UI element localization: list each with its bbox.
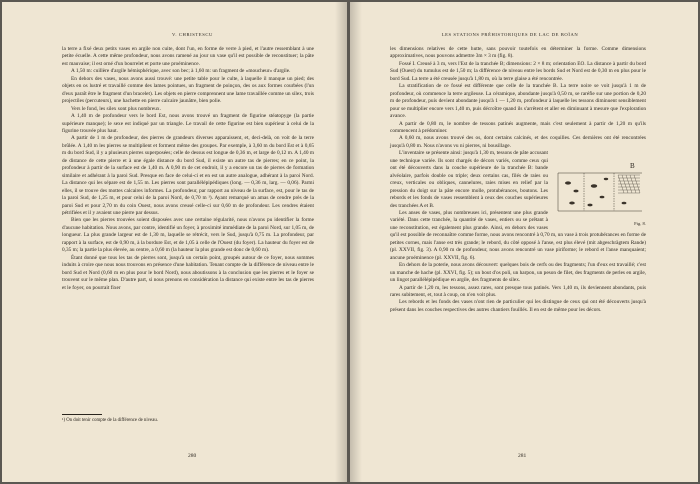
right-paragraph: A partir de 1,20 m, les tessons, assez rares, sont presque tous patinés. Vers 1,40 m, ils deviennent abondants, puis rares subitement, et, tout à coup, on n'en voit plus. [390,284,646,298]
right-page-number: 281 [518,453,527,459]
right-paragraph: A partir de 0,80 m, le nombre de tessons patinés augmente, mais c'est seulement à partir de 1,20 m qu'ils commencent à prédominer. [390,120,646,134]
left-body-text [62,46,314,292]
left-paragraph: A 1,40 m de profondeur vers le bord Est, nous avons trouvé un fragment de figurine stéatopyge (la partie supérieure manque); le sexe est indiqué par un triangle. Le travail de cette figurine est bien supérieur à celui de la figurine trouvée plus haut. [62,113,314,134]
figure-label-letter: B [630,162,635,171]
right-paragraph: En dehors de la poterie, nous avons découvert: quelques bois de cerfs ou des fragments; l'un d'eux est travaillé; c'est un manche de hache (pl. XXVI, fig. 5); un bout d'os poli, un harpon, un peson de filet, des fragments de perles en argile, un lingot parallélépipédique en argile, des fragments de silex. [390,262,646,284]
left-paragraph: En dehors des vases, nous avons aussi trouvé: une petite table pour le culte, à laquelle il manque un pied; des objets en os lustré et travaillé comme des lames pointues, un fragment de poinçon, des os aux formes courbées (l'un d'eux paraît être le fragment d'un bracelet). Les objets en pierre comprennent une lame travaillée comme un silex, trois projectiles (percuteurs), une hachette en pierre calcaire jaunâtre, bien polie. [62,75,314,105]
left-running-head: V. CHRISTESCU [172,32,213,37]
left-paragraph: A partir de 1 m de profondeur, des pierres de grandeurs diverses apparaissent, et, deci-delà, on voit de la terre brûlée. A 1,40 m les pierres se multiplient et forment même des groupes. Par exemple, à 3,60 m du bord Est et à 0,65 m du bord Sud, il y a plusieurs pierres superposées; celle de dessus est longue de 0,36 m, et large de 0,12 m. A 1,40 m de distance de cette pierre et à une égale distance du bord Sud, il existe un autre tas de pierres; en ce point, la profondeur à partir de la surface est de 1,40 m. A 0,90 m de cet endroit, il y a encore un tas de pierres de formation similaire et adhérant à la paroi Sud. Presque en face de celui-ci et en est un autre analogue, adhérant à la paroi Nord. La distance qui les sépare est de 1,55 m. Les pierres sont parallélépipédiques (long. — 0,36 m, larg. — 0,06). Parmi elles, il se trouve des mottes calcaires informes. La profondeur, par rapport au niveau de la surface, est, pour le tas de la paroi Sud, de 1,25 m, et pour celui de la paroi Nord, de 0,70 m ¹). Ayant remarqué un amas de cendre près de la paroi Sud et pour 2,70 m du coin Ouest, nous avons creusé celle-ci sur 0,60 m de profondeur. Les cendres étaient pétrifiées et il y avaient une pierre par dessus. [62,135,314,216]
right-paragraph: L'inventaire se présente ainsi: jusqu'à 1,30 m, tessons de pâte accusant une technique variée. Ils sont chargés de décors variés, comme ceux qui ont été découverts dans la couche supérieure de la tranchée B: bande alvéolaire, parfois double ou triple; deux certains cas, filés de raies ou creux, verticales ou obliques, cannelures, raies mises en relief par la pression du doigt sur la pâte encore molle, protubérances, boutons. Les rebords et les fonds de vases ressemblent à ceux des couches supérieures des tranchées A et B. [390,150,549,209]
right-body-text [390,46,646,314]
right-paragraph: Les anses de vases, plus nombreuses ici, présentent une plus grande variété. Dans cette tranchée, la quantité de vases, entiers ou se prêtant à une reconstitution, est également plus grande. Ainsi, en dehors des vases qu'il est possible de reconnaître comme forme, nous avons rencontré à 0,70 m, un vase à trois protubérances en forme de petites cornes, mais l'anse est très grande; le rebord, du côté opposé à l'anse, est plus élevé (mit abgeschrägtem Rande) (pl. XXVII, fig. 3). A 0,90 m de profondeur, nous avons rencontré un vase piriforme; le rebord et l'anse manquaient; ancune proéminence (pl. XXVII, fig. 6). [390,209,646,261]
left-page-gutter-shadow [335,2,347,482]
left-paragraph: Vers le fond, les silex sont plus nombreux. [71,105,161,112]
right-paragraph: La stratification de ce fossé est différente que celle de la tranchée B. La terre noire se voit jusqu'à 1 m de profondeur, où commence la terre argileuse. La céramique, abondante jusqu'à 0,50 m, se raréfie sur une portion de 0,20 m de profondeur, puis devient abondante jusqu'à 1 — 1,20 m, profondeur à laquelle les tessons diminuent sensiblement pour se multiplier encore vers 1,40 m, puis décroître quand ils s'arrêtent et aller en diminuant à mesure que l'exploration avance. [390,83,646,120]
right-paragraph: A 0,60 m, nous avons trouvé des os, dont certains calcinés, et des coquilles. Ces dernières ont été rencontrées jusqu'à 0,80 m. Nous n'avons vu ni pierres, ni bousillage. [390,135,646,149]
figure-8 [554,153,646,227]
left-paragraph: Étant donné que tous les tas de pierres sont, jusqu'à un certain point, groupés autour de ce foyer, nous sommes induits à croire que nous nous trouvons en présence d'une habitation. Tenant compte de la différence de niveau entre le bord Sud et Nord (0,60 m en plus pour le bord Nord), nous aboutissons à la conclusion que les pierres et le foyer se trouvent sur le même plan. D'autre part, si nous prenons en considération la distance qui existe entre les tas de pierres et le foyer, on pourrait fixer [62,254,314,291]
figure-caption: Fig. 8. [634,221,646,227]
left-page [2,2,347,482]
right-running-head: LES STATIONS PRÉHISTORIQUES DE LAC DE BOÏAN [441,32,579,37]
right-paragraph: Fossé I. Creusé à 3 m, vers l'Est de la tranchée B; dimensions: 2 × 8 m; orientation EO. La distance à partir du bord Sud (Ouest) du tumulus est de 1,50 m; la différence de niveau entre les bords Sud et Nord est de 0,30 m en plus pour le bord Sud. La terre a été creusée jusqu'à 1,80 m, où la terre glaise a été rencontrée. [390,60,646,82]
footnote-rule [62,414,102,415]
left-page-number: 280 [188,453,197,459]
left-paragraph: Bien que les pierres trouvées soient disposées avec une certaine régularité, nous n'avons pu identifier la forme d'aucune habitation. Nous avons, par contre, identifié un foyer, à proximité immédiate de la paroi Nord, sur 1,05 m, de longueur. La plus grande largeur est de 1,30 m, laquelle se rétrécit, vers le Sud, jusqu'à 0,75 m. La profondeur, par rapport à la surface, est de 0,90 m, à la bordure Est, et de 1,05 à celle de l'Ouest (du foyer). La hauteur du foyer est de 0,35 m; la partie la plus élevée, au centre, a 0,60 m (la hauteur la plus grande est donc de 0,60 m). [62,217,314,254]
left-paragraph: la terre a fixé deux petits vases en argile non cuite, dont l'un, en forme de verre à pied, et l'autre ressemblant à une petite écuelle. A cette même profondeur, nous avons ramené au jour un vase qu'il est possible de reconstituer; la pâte est mauvaise; il est orné d'un bourrelet et porte une proéminence. [62,46,314,67]
right-paragraph: les dimensions relatives de cette hutte, sans pouvoir toutefois en déterminer la forme. Comme dimensions approximatives, nous pouvons admettre 3m × 3 m (fig. 8). [390,46,646,60]
right-page-gutter-shadow [350,2,362,482]
left-paragraph: A 1,50 m: cuillère d'argile hémisphérique, avec son bec; à 1,60 m: un fragment de «moucheur» d'argile. [71,68,291,75]
right-paragraph: Les rebords et les fonds des vases n'ont rien de particulier qui les distingue de ceux qui ont été découverts jusqu'à présent dans les couches respectives des autres chantiers fouillés. Il en est de même pour les décors. [390,299,646,313]
right-page [350,2,698,482]
left-footnote [62,414,314,424]
footnote-text: ¹) On doit tenir compte de la différence de niveau. [62,418,158,423]
figure-8-drawing [554,153,646,219]
